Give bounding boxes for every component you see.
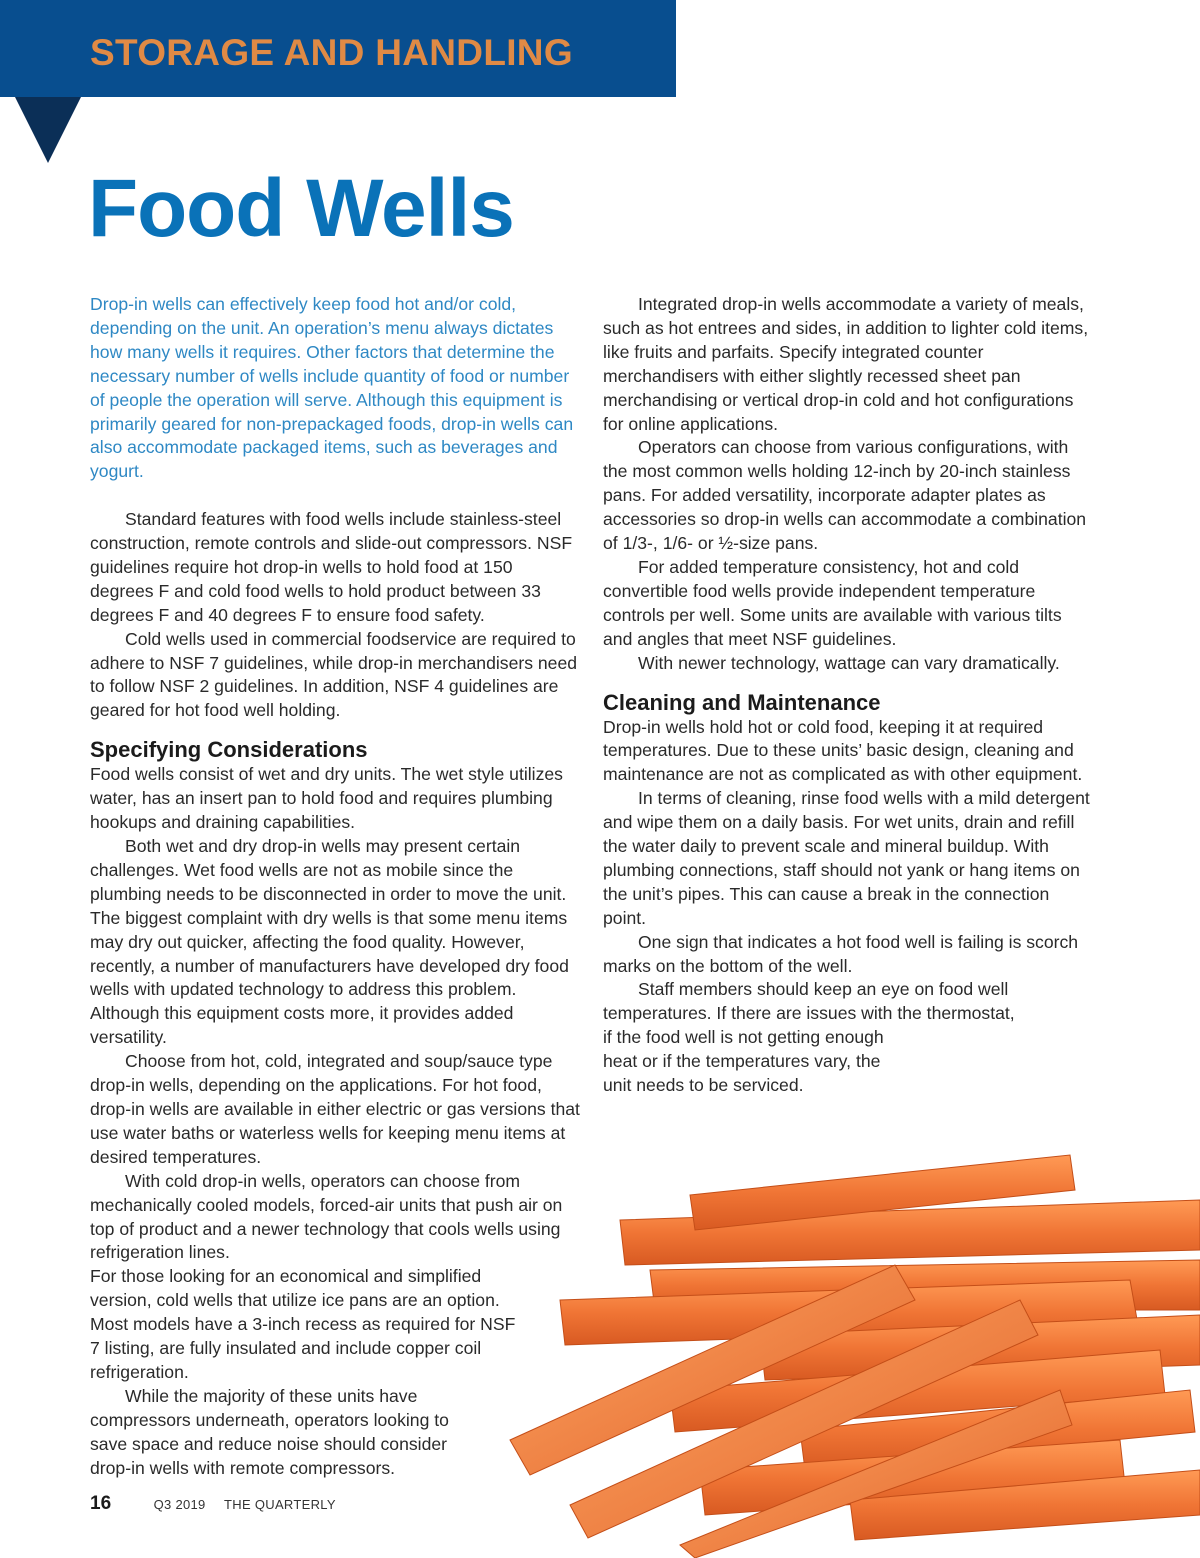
body-text: Operators can choose from various configurations, with the most common wells holding 12-inch by 20-inch stainless pans. For added versatility, incorporate adapter plates as accessories so drop-in wells can accommodate a combination of (603, 437, 1087, 554)
left-column (90, 293, 580, 1480)
publication-name: THE QUARTERLY (224, 1497, 336, 1512)
body-text: -, (647, 533, 663, 554)
page-footer (90, 1493, 350, 1515)
body-paragraph (90, 1170, 580, 1266)
banner-triangle (15, 97, 81, 163)
body-paragraph: One sign that indicates a hot food well is failing is scorch marks on the bottom of the well. (603, 931, 1079, 976)
body-paragraph: Food wells consist of wet and dry units. The wet style utilizes water, has an insert pan to hold food and requires plumbing hookups and draining capabilities. (90, 764, 563, 833)
subheading-cleaning: Cleaning and Maintenance (603, 689, 881, 715)
body-paragraph: For added temperature consistency, hot and cold convertible food wells provide independent temperature controls per well. Some units are available with various tilts and angles that meet NSF guidelines. (603, 556, 1062, 649)
body-paragraph: For those looking for an economical and simplified version, cold wells that utilize ice pans are an option. Most models have a 3-inch recess as required for NSF 7 listing, are fully insulated and include copper coil refrigeration. (90, 1266, 516, 1382)
body-paragraph: While the majority of these units have compressors underneath, operators looking to save space and reduce noise should consider drop-in wells with remote compressors. (90, 1385, 449, 1478)
right-column (603, 293, 1095, 1098)
page-number: 16 (90, 1493, 112, 1514)
body-paragraph: Standard features with food wells include stainless-steel construction, remote controls and slide-out compressors. NSF guidelines require hot drop-in wells to hold food at 150 degrees F and cold food wells to hold product between 33 degrees F and 40 degrees F to ensure food safety. (90, 509, 573, 625)
body-paragraph: With newer technology, wattage can vary dramatically. (638, 652, 1060, 673)
subheading-specifying: Specifying Considerations (90, 737, 368, 763)
body-paragraph: Drop-in wells hold hot or cold food, keeping it at required temperatures. Due to these units’ basic design, cleaning and maintenance are not as complicated as with other equipment. (603, 716, 1083, 785)
body-paragraph: Choose from hot, cold, integrated and soup/sauce type drop-in wells, depending on the applications. For hot food, drop-in wells are available in either electric or gas versions that use water baths or waterless wells for keeping menu items at desired temperatures. (90, 1051, 580, 1167)
carrot-sticks-image (500, 1140, 1200, 1558)
body-paragraph: In terms of cleaning, rinse food wells with a mild detergent and wipe them on a daily basis. For wet units, drain and refill the water daily to prevent scale and mineral buildup. With plumbing connections, staff should not yank or hang items on the unit’s pipes. This can cause a break in the connection point. (603, 788, 1090, 928)
issue-label: Q3 2019 (153, 1497, 206, 1512)
body-paragraph: Both wet and dry drop-in wells may present certain challenges. Wet food wells are not as mobile since the plumbing needs to be disconnected in order to move the unit. The biggest complaint with dry wells is that some menu items may dry out quicker, affecting the food quality. However, recently, a number of manufacturers have developed dry food wells with updated technology to address this problem. Although this equipment costs more, it provides added versatility. (90, 836, 569, 1048)
body-paragraph: Cold wells used in commercial foodservice are required to adhere to NSF 7 guidelines, while drop-in merchandisers need to follow NSF 2 guidelines. In addition, NSF 4 guidelines are geared for hot food well holding. (90, 628, 578, 721)
article-title: Food Wells (88, 163, 514, 254)
body-paragraph: Staff members should keep an eye on food well temperatures. If there are issues with the thermostat, (603, 979, 1015, 1024)
fraction-sixth: 1/6 (662, 533, 688, 554)
fraction-third: 1/3 (622, 533, 648, 554)
body-paragraph: Integrated drop-in wells accommodate a variety of meals, such as hot entrees and sides, in addition to lighter cold items, like fruits and parfaits. Specify integrated counter merchandisers with either slightly recessed sheet pan merchandising or vertical drop-in cold and hot configurations for online applications. (603, 294, 1089, 434)
body-paragraph (603, 436, 1095, 556)
body-text: - or ½-size pans. (687, 533, 819, 554)
intro-paragraph: Drop-in wells can effectively keep food hot and/or cold, depending on the unit. An operation’s menu always dictates how many wells it requires. Other factors that determine the necessary number of wells include quantity of food or number of people the operation will serve. Although this equipment is primarily geared for non-prepackaged foods, drop-in wells can also accommodate packaged items, such as beverages and yogurt. (90, 294, 574, 482)
body-paragraph: if the food well is not getting enough heat or if the temperatures vary, the unit needs to be serviced. (603, 1027, 884, 1096)
section-label: STORAGE AND HANDLING (90, 32, 573, 73)
body-text: With cold drop-in wells, operators can choose from mechanically cooled models, forced-air units that push air on top of product and a newer technology that cools wells using refrigeration lines. (90, 1170, 563, 1263)
